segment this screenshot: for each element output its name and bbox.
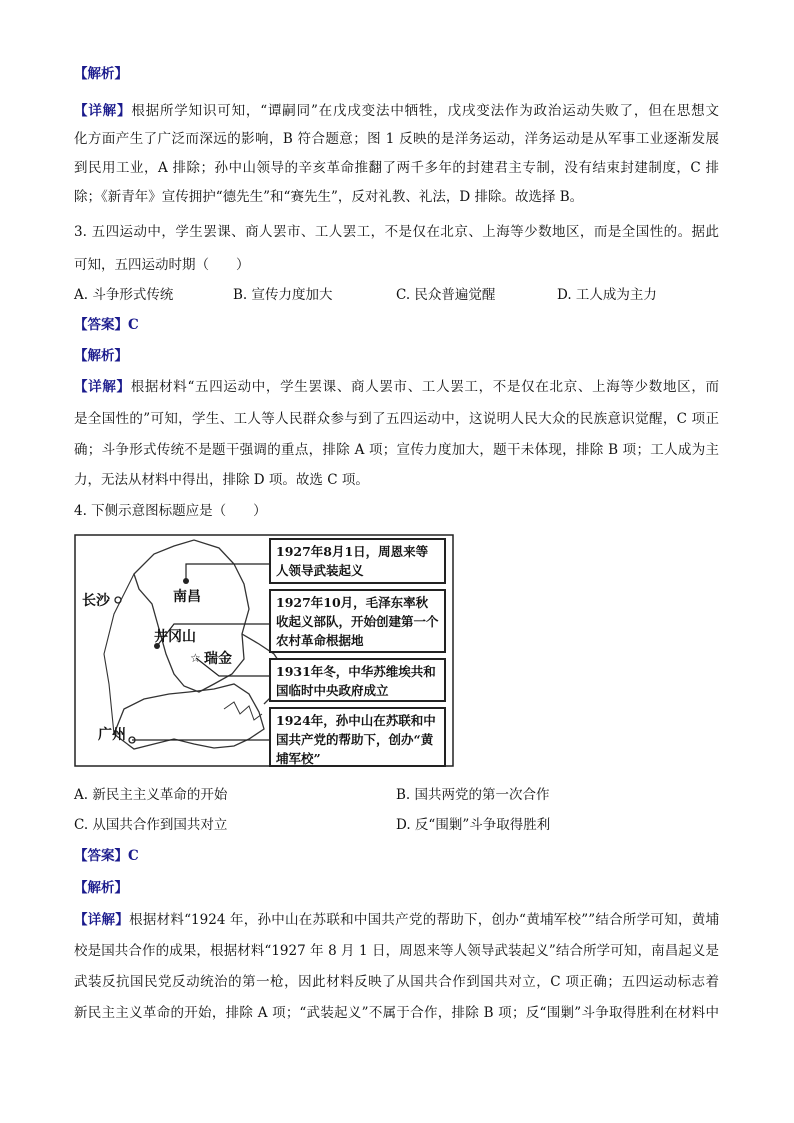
q4-analysis-heading: 【解析】 (74, 880, 128, 896)
q3-option-b: B. 宣传力度加大 (233, 287, 333, 303)
q4-detail-line-2: 校是国共合作的成果，根据材料“1927 年 8 月 1 日，周恩来等人领导武装起义”结合所学可知，南昌起义是 (74, 943, 719, 959)
q3-analysis-heading: 【解析】 (74, 348, 128, 364)
map-city-nanchang: 南昌 (173, 589, 201, 605)
map-caption-autumn-harvest: 1927年10月，毛泽东率秋收起义部队，开始创建第一个农村革命根据地 (269, 589, 446, 653)
q2-detail-tag: 【详解】 (74, 103, 132, 119)
map-city-changsha: 长沙 (82, 593, 110, 609)
q3-detail-line-4: 力，无法从材料中得出，排除 D 项。故选 C 项。 (74, 472, 369, 488)
q3-stem-line-1: 3. 五四运动中，学生罢课、商人罢市、工人罢工，不是仅在北京、上海等少数地区，而是全国性的。据此 (74, 224, 719, 240)
q3-detail-tag: 【详解】 (74, 379, 131, 395)
q3-option-c: C. 民众普遍觉醒 (396, 287, 496, 303)
map-caption-soviet-government: 1931年冬，中华苏维埃共和国临时中央政府成立 (269, 658, 446, 702)
q4-stem: 4. 下侧示意图标题应是（ ） (74, 503, 267, 519)
q3-option-a: A. 斗争形式传统 (74, 287, 174, 303)
q3-answer: 【答案】C (74, 317, 139, 333)
q4-option-c: C. 从国共合作到国共对立 (74, 817, 228, 833)
svg-text:☆: ☆ (190, 651, 201, 665)
map-city-jinggangshan: 井冈山 (154, 629, 196, 645)
map-caption-whampoa: 1924年，孙中山在苏联和中国共产党的帮助下，创办“黄埔军校” (269, 707, 446, 767)
map-city-guangzhou: 广州 (98, 727, 126, 743)
map-caption-nanchang-uprising: 1927年8月1日，周恩来等人领导武装起义 (269, 538, 446, 584)
q4-map-figure (74, 534, 454, 769)
q4-option-b: B. 国共两党的第一次合作 (396, 787, 550, 803)
q4-option-d: D. 反“围剿”斗争取得胜利 (396, 817, 551, 833)
q2-analysis-heading: 【解析】 (74, 66, 128, 82)
q2-detail-line-3: 到民用工业，A 排除；孙中山领导的辛亥革命推翻了两千多年的封建君主专制，没有结束封建制度，C 排 (74, 160, 719, 176)
q3-detail-line-2: 是全国性的”可知，学生、工人等人民群众参与到了五四运动中，这说明人民大众的民族意识觉醒，C 项正 (74, 411, 719, 427)
map-city-ruijin: 瑞金 (204, 651, 232, 667)
q4-detail-line-1: 【详解】根据材料“1924 年，孙中山在苏联和中国共产党的帮助下，创办“黄埔军校””结合所学可知，黄埔 (74, 912, 719, 928)
q3-detail-line-3: 确；斗争形式传统不是题干强调的重点，排除 A 项；宣传力度加大，题干未体现，排除 B 项；工人成为主 (74, 442, 719, 458)
q4-detail-line-3: 武装反抗国民党反动统治的第一枪，因此材料反映了从国共合作到国共对立，C 项正确；五四运动标志着 (74, 974, 719, 990)
q4-detail-line-4: 新民主主义革命的开始，排除 A 项；“武装起义”不属于合作，排除 B 项；反“围剿”斗争取得胜利在材料中 (74, 1005, 719, 1021)
q3-stem-line-2: 可知，五四运动时期（ ） (74, 257, 250, 273)
q4-detail-tag: 【详解】 (74, 912, 130, 928)
q2-detail-line-4: 除；《新青年》宣传拥护“德先生”和“赛先生”，反对礼教、礼法，D 排除。故选择 B。 (74, 189, 584, 205)
q2-detail-line-1: 【详解】根据所学知识可知，“谭嗣同”在戊戌变法中牺牲，戊戌变法作为政治运动失败了，但在思想文 (74, 103, 719, 119)
q2-detail-line-2: 化方面产生了广泛而深远的影响，B 符合题意；图 1 反映的是洋务运动，洋务运动是从军事工业逐渐发展 (74, 131, 719, 147)
q4-answer: 【答案】C (74, 848, 139, 864)
q3-option-d: D. 工人成为主力 (557, 287, 657, 303)
q4-option-a: A. 新民主主义革命的开始 (74, 787, 228, 803)
q3-detail-line-1: 【详解】根据材料“五四运动中，学生罢课、商人罢市、工人罢工，不是仅在北京、上海等少数地区，而 (74, 379, 719, 395)
